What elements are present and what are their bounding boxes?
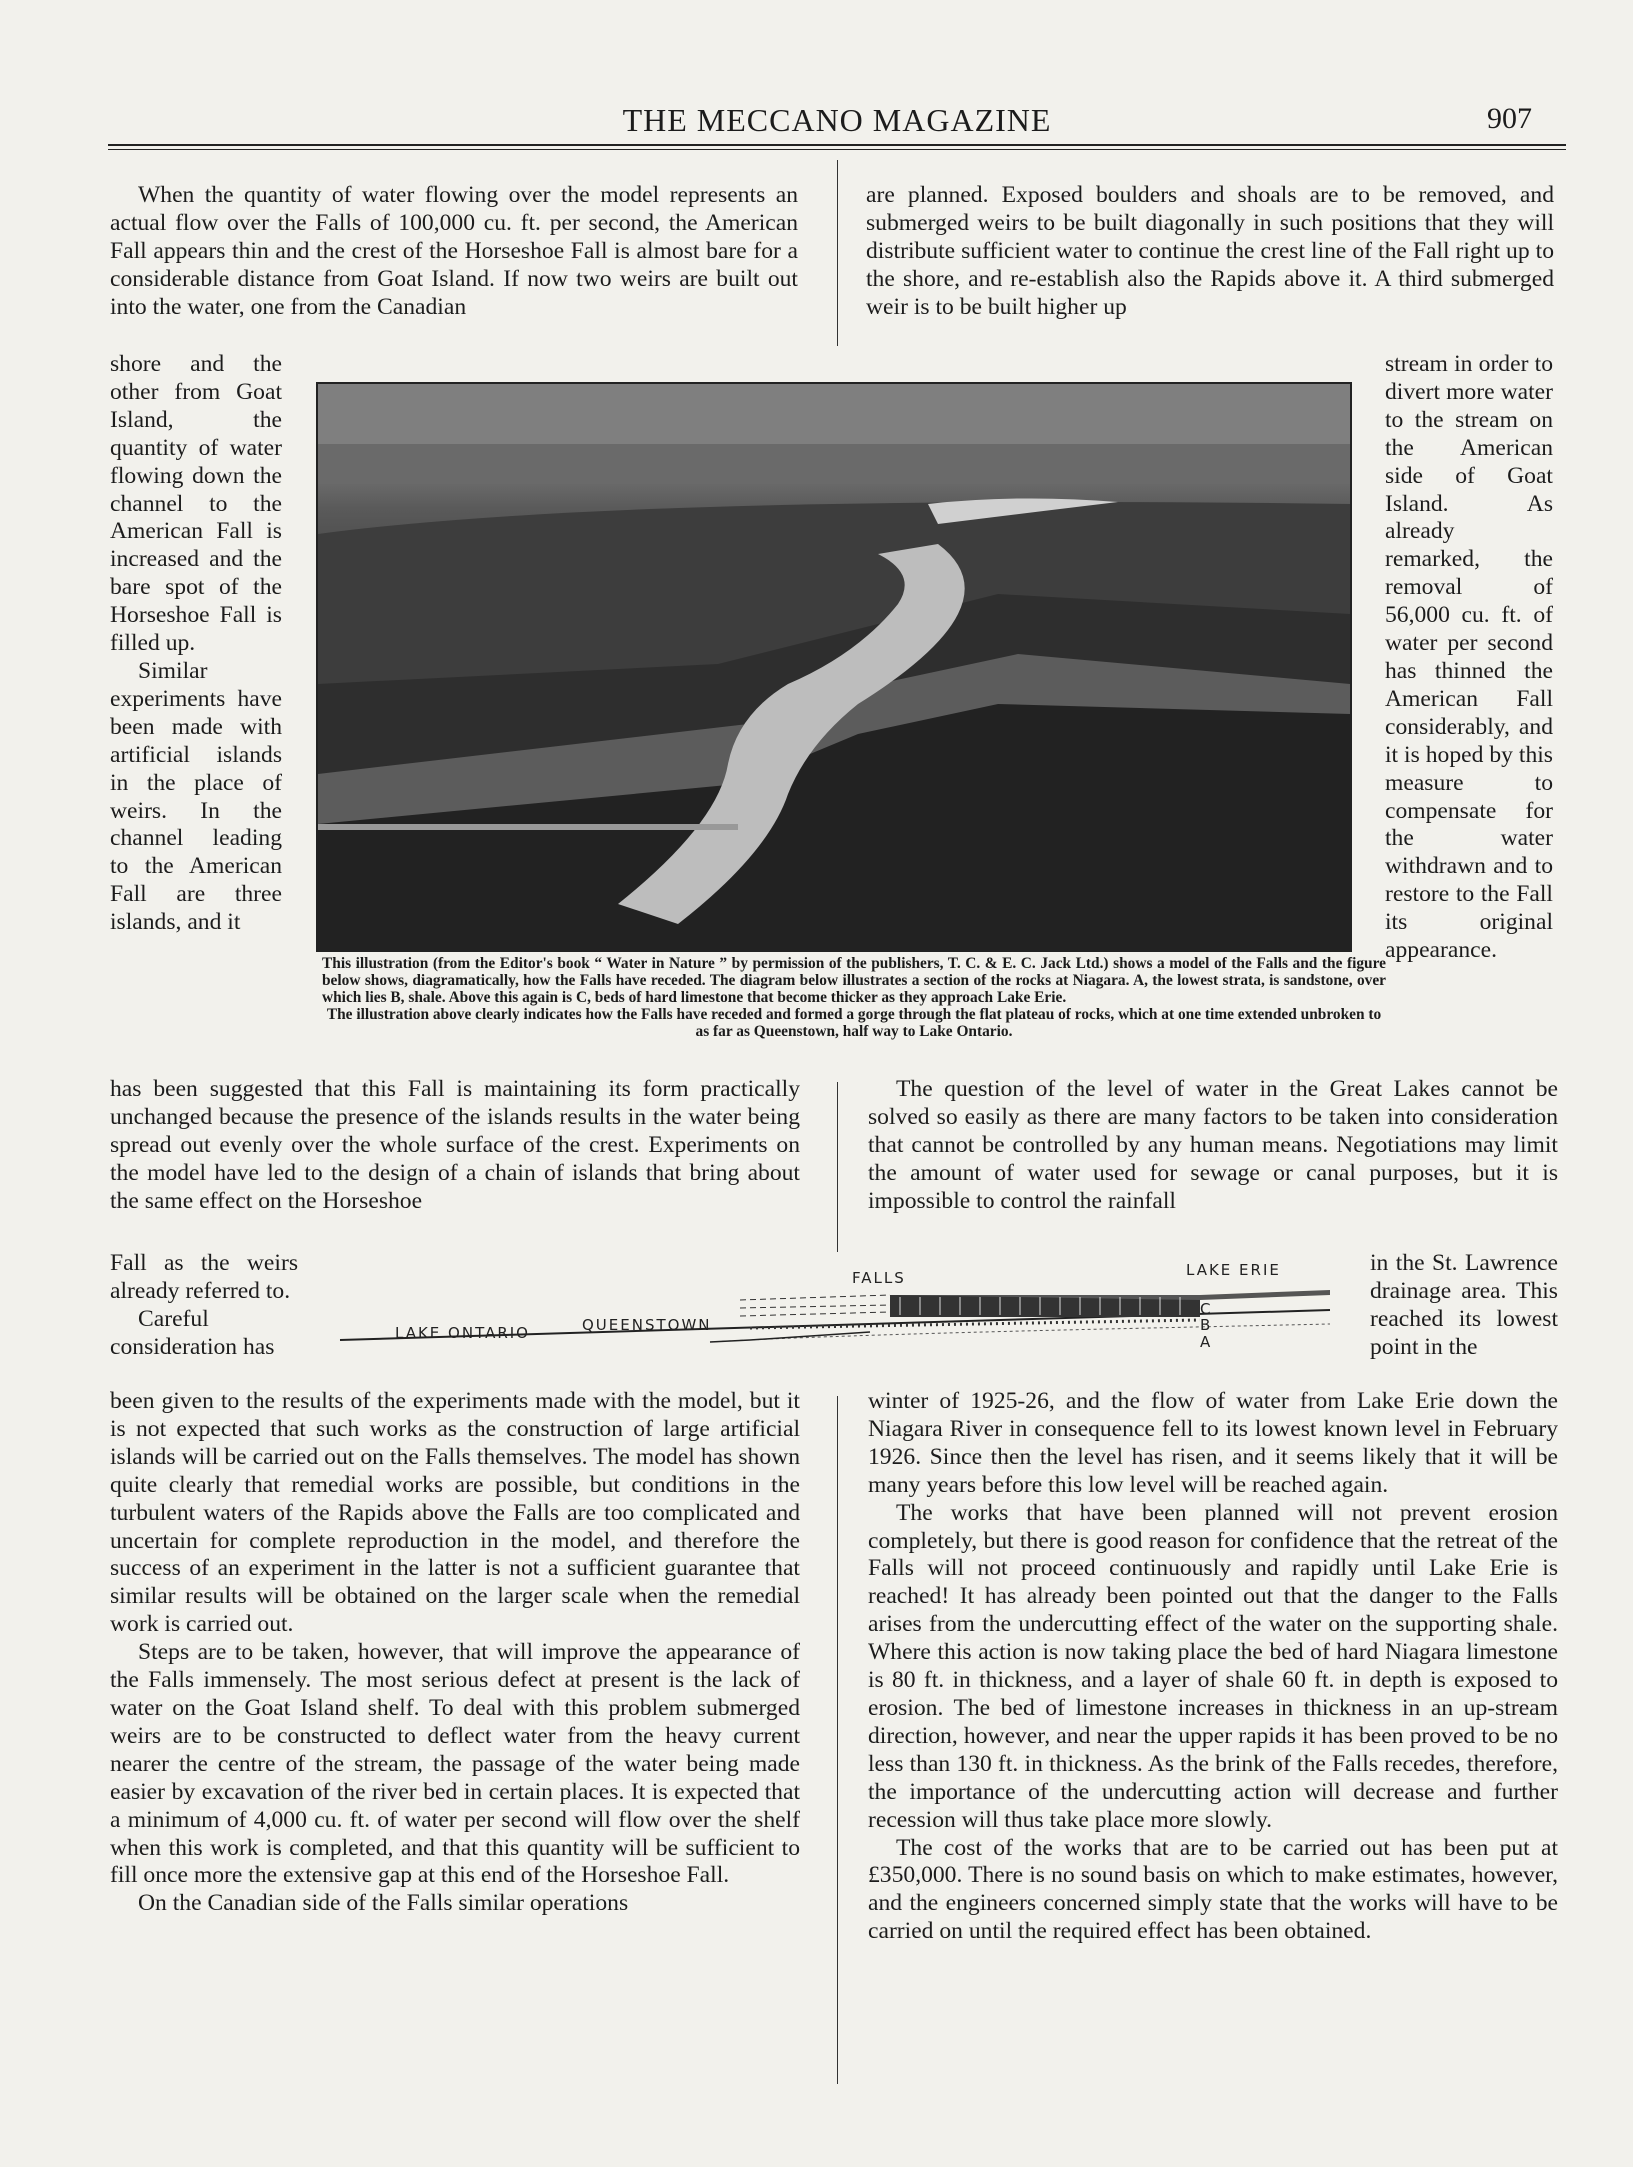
paragraph: been given to the results of the experiments made with the model, but it is not expected that such works as the construction of large artificial islands will be carried out on the Falls themselves. The model has shown quite clearly that remedial works are possible, but conditions in the turbulent waters of the Rapids above the Falls are too complicated and uncertain for complete reproduction in the model, and therefore the success of an experiment in the latter is not a sufficient guarantee that similar results will be obtained on the larger scale when the remedial work is carried out. — [110, 1388, 800, 1638]
page-header — [108, 96, 1566, 142]
paragraph: Careful consideration has — [110, 1305, 275, 1360]
label-lake-ontario: LAKE ONTARIO — [395, 1324, 530, 1342]
right-narrow-column-2 — [1370, 1250, 1558, 1362]
paragraph: stream in order to divert more water to the stream on the American side of Goat Island. As already remarked, the removal of 56,000 cu. ft. of water per second has thinned the American Fall considerably, and it is hoped by this measure to compensate for the water withdrawn and to restore to the Fall its original appearance. — [1385, 351, 1553, 964]
right-column-top — [866, 182, 1554, 322]
label-a: A — [1200, 1333, 1213, 1351]
right-column-mid — [868, 1076, 1558, 1216]
left-column-mid — [110, 1076, 800, 1216]
paragraph: Steps are to be taken, however, that will improve the appearance of the Falls immensely. The most serious defect at present is the lack of water on the Goat Island shelf. To deal with this problem submerged weirs are to be constructed to deflect water from the heavy current nearer the centre of the stream, the passage of the water being made easier by excavation of the river bed in certain places. It is expected that a minimum of 4,000 cu. ft. of water per second will flow over the shelf when this work is completed, and that this quantity will be sufficient to fill once more the extensive gap at this end of the Horseshoe Fall. — [110, 1639, 800, 1889]
paragraph: The works that have been planned will not prevent erosion completely, but there is good reason for confidence that the retreat of the Falls will not proceed continuously and rapidly until Lake Erie is reached! It has already been pointed out that the danger to the Falls arises from the undercutting effect of the water on the supporting shale. Where this action is now taking place the bed of hard Niagara limestone is 80 ft. in thickness, and a layer of shale 60 ft. in depth is exposed to erosion. The bed of limestone increases in thickness in an up-stream direction, however, and near the upper rapids it has been proved to be no less than 130 ft. in thickness. As the brink of the Falls recedes, therefore, the importance of the undercutting action will decrease and further recession will thus take place more slowly. — [868, 1499, 1558, 1833]
column-divider-top — [837, 160, 838, 346]
right-narrow-column — [1385, 351, 1553, 965]
header-rule-thin — [108, 149, 1566, 150]
left-column-bottom — [110, 1388, 800, 1918]
label-queenstown: QUEENSTOWN — [582, 1316, 712, 1334]
left-column-top — [110, 182, 798, 322]
caption-line-2: The illustration above clearly indicates how the Falls have receded and formed a gorge through the flat plateau of rocks, which at one time extended unbroken to as far as Queenstown, half way to Lake Ontario. — [326, 1006, 1382, 1040]
paragraph: shore and the other from Goat Island, the quantity of water flowing down the channel to the American Fall is increased and the bare spot of the Horseshoe Fall is filled up. — [110, 351, 282, 657]
page-number: 907 — [1487, 102, 1532, 135]
paragraph: The cost of the works that are to be carried out has been put at £350,000. There is no sound basis on which to make estimates, however, and the engineers concerned simply state that the works will have to be carried on until the required effect has been obtained. — [868, 1834, 1558, 1945]
column-divider-bottom — [837, 1396, 838, 2084]
paragraph: When the quantity of water flowing over the model represents an actual flow over the Falls of 100,000 cu. ft. per second, the American Fall appears thin and the crest of the Horseshoe Fall is almost bare for a considerable distance from Goat Island. If now two weirs are built out into the water, one from the Canadian — [110, 182, 798, 320]
photo-caption — [322, 955, 1386, 1040]
paragraph: are planned. Exposed boulders and shoals are to be removed, and submerged weirs to be built diagonally in such positions that they will distribute sufficient water to continue the crest line of the Fall right up to the shore, and re-establish also the Rapids above it. A third submerged weir is to be built higher up — [866, 182, 1554, 320]
paragraph: Fall as the weirs already referred to. — [110, 1250, 298, 1304]
paragraph: On the Canadian side of the Falls similar operations — [138, 1890, 629, 1917]
niagara-model-photo — [316, 382, 1352, 952]
rock-section-diagram — [330, 1250, 1340, 1355]
paragraph: winter of 1925-26, and the flow of water from Lake Erie down the Niagara River in consequence fell to its lowest known level in February 1926. Since then the level has risen, and it seems likely that it will be many years before this low level will be reached again. — [868, 1388, 1558, 1498]
label-c: C — [1200, 1300, 1213, 1318]
left-narrow-column — [110, 351, 282, 937]
paragraph: in the St. Lawrence drainage area. This reached its lowest point in the — [1370, 1250, 1558, 1360]
paragraph: has been suggested that this Fall is maintaining its form practically unchanged because the presence of the islands results in the water being spread out evenly over the whole surface of the crest. Experiments on the model have led to the design of a chain of islands that bring about the same effect on the Horseshoe — [110, 1076, 800, 1214]
paragraph: The question of the level of water in the Great Lakes cannot be solved so easily as there are many factors to be taken into consideration that cannot be controlled by any human means. Negotiations may limit the amount of water used for sewage or canal purposes, but it is impossible to control the rainfall — [868, 1076, 1558, 1214]
magazine-title: THE MECCANO MAGAZINE — [622, 102, 1052, 138]
label-lake-erie: LAKE ERIE — [1186, 1261, 1281, 1279]
label-falls: FALLS — [852, 1269, 906, 1287]
photo-illustration-icon — [318, 384, 1350, 950]
label-b: B — [1200, 1316, 1213, 1334]
caption-line-1: This illustration (from the Editor's book “ Water in Nature ” by permission of the publishers, T. C. & E. C. Jack Ltd.) shows a model of the Falls and the figure below shows, diagramatically, how the Falls have receded. The diagram below illustrates a section of the rocks at Niagara. A, the lowest strata, is sandstone, over which lies B, shale. Above this again is C, beds of hard limestone that become thicker as they approach Lake Erie. — [322, 955, 1386, 1006]
strata-diagram-icon — [330, 1250, 1340, 1355]
column-divider-mid — [837, 1082, 838, 1252]
header-rule — [108, 144, 1566, 146]
paragraph: Similar experiments have been made with artificial islands in the place of weirs. In the channel leading to the American Fall are three islands, and it — [110, 657, 282, 936]
right-column-bottom — [868, 1388, 1558, 1946]
left-narrow-column-2 — [110, 1250, 298, 1362]
